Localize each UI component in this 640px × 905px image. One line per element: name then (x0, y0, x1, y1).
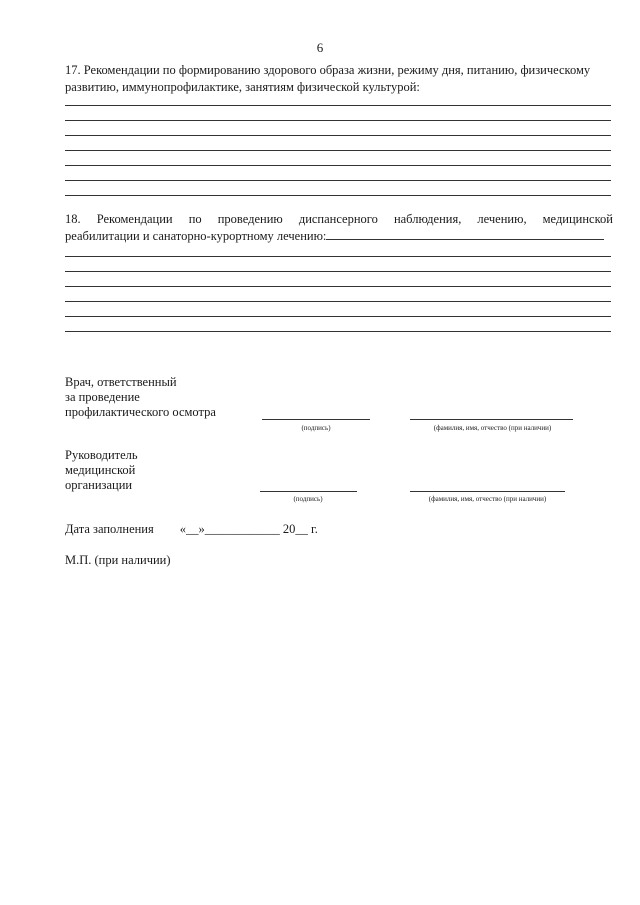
head-name-line[interactable] (410, 491, 565, 492)
doctor-name-caption: (фамилия, имя, отчество (при наличии) (433, 424, 552, 432)
section-18-line (65, 331, 611, 332)
doctor-label-line: Врач, ответственный (65, 375, 177, 389)
stamp-label: М.П. (при наличии) (65, 553, 171, 567)
section-17-line (65, 105, 611, 106)
section-18-line (65, 271, 611, 272)
section-17-line (65, 165, 611, 166)
section-18-heading-line2 (65, 228, 613, 245)
head-name-caption: (фамилия, имя, отчество (при наличии) (428, 495, 547, 503)
doctor-label-line: профилактического осмотра (65, 405, 216, 419)
doctor-signature-caption: (подпись) (301, 424, 331, 432)
date-field[interactable]: «__»____________ 20__ г. (179, 522, 318, 536)
section-17-line (65, 120, 611, 121)
section-17-line (65, 150, 611, 151)
head-label-line: Руководитель (65, 448, 138, 462)
section-18-line (65, 301, 611, 302)
section-18-line (65, 286, 611, 287)
section-18-heading-text: реабилитации и санаторно-курортному лечению: (65, 229, 327, 243)
section-18-inline-line (326, 239, 604, 240)
section-18-heading-line1: 18. Рекомендации по проведению диспансерного наблюдения, лечению, медицинской (65, 212, 613, 226)
date-label: Дата заполнения (65, 522, 154, 536)
head-label-line: организации (65, 478, 133, 492)
section-17-line (65, 195, 611, 196)
doctor-label-line: за проведение (65, 390, 140, 404)
doctor-name-line[interactable] (410, 419, 573, 420)
date-row (65, 522, 318, 537)
doctor-label (65, 375, 216, 420)
section-17-heading: 17. Рекомендации по формированию здорового образа жизни, режиму дня, питанию, физическому развитию, иммунопрофилактике, занятиям физической культурой: (65, 63, 591, 94)
doctor-signature-line[interactable] (262, 419, 370, 420)
section-17-line (65, 135, 611, 136)
section-18-line (65, 256, 611, 257)
section-17-line (65, 180, 611, 181)
page-number: 6 (316, 40, 324, 55)
head-signature-caption: (подпись) (293, 495, 323, 503)
head-label (65, 448, 138, 493)
head-signature-line[interactable] (260, 491, 357, 492)
head-label-line: медицинской (65, 463, 136, 477)
section-18-line (65, 316, 611, 317)
